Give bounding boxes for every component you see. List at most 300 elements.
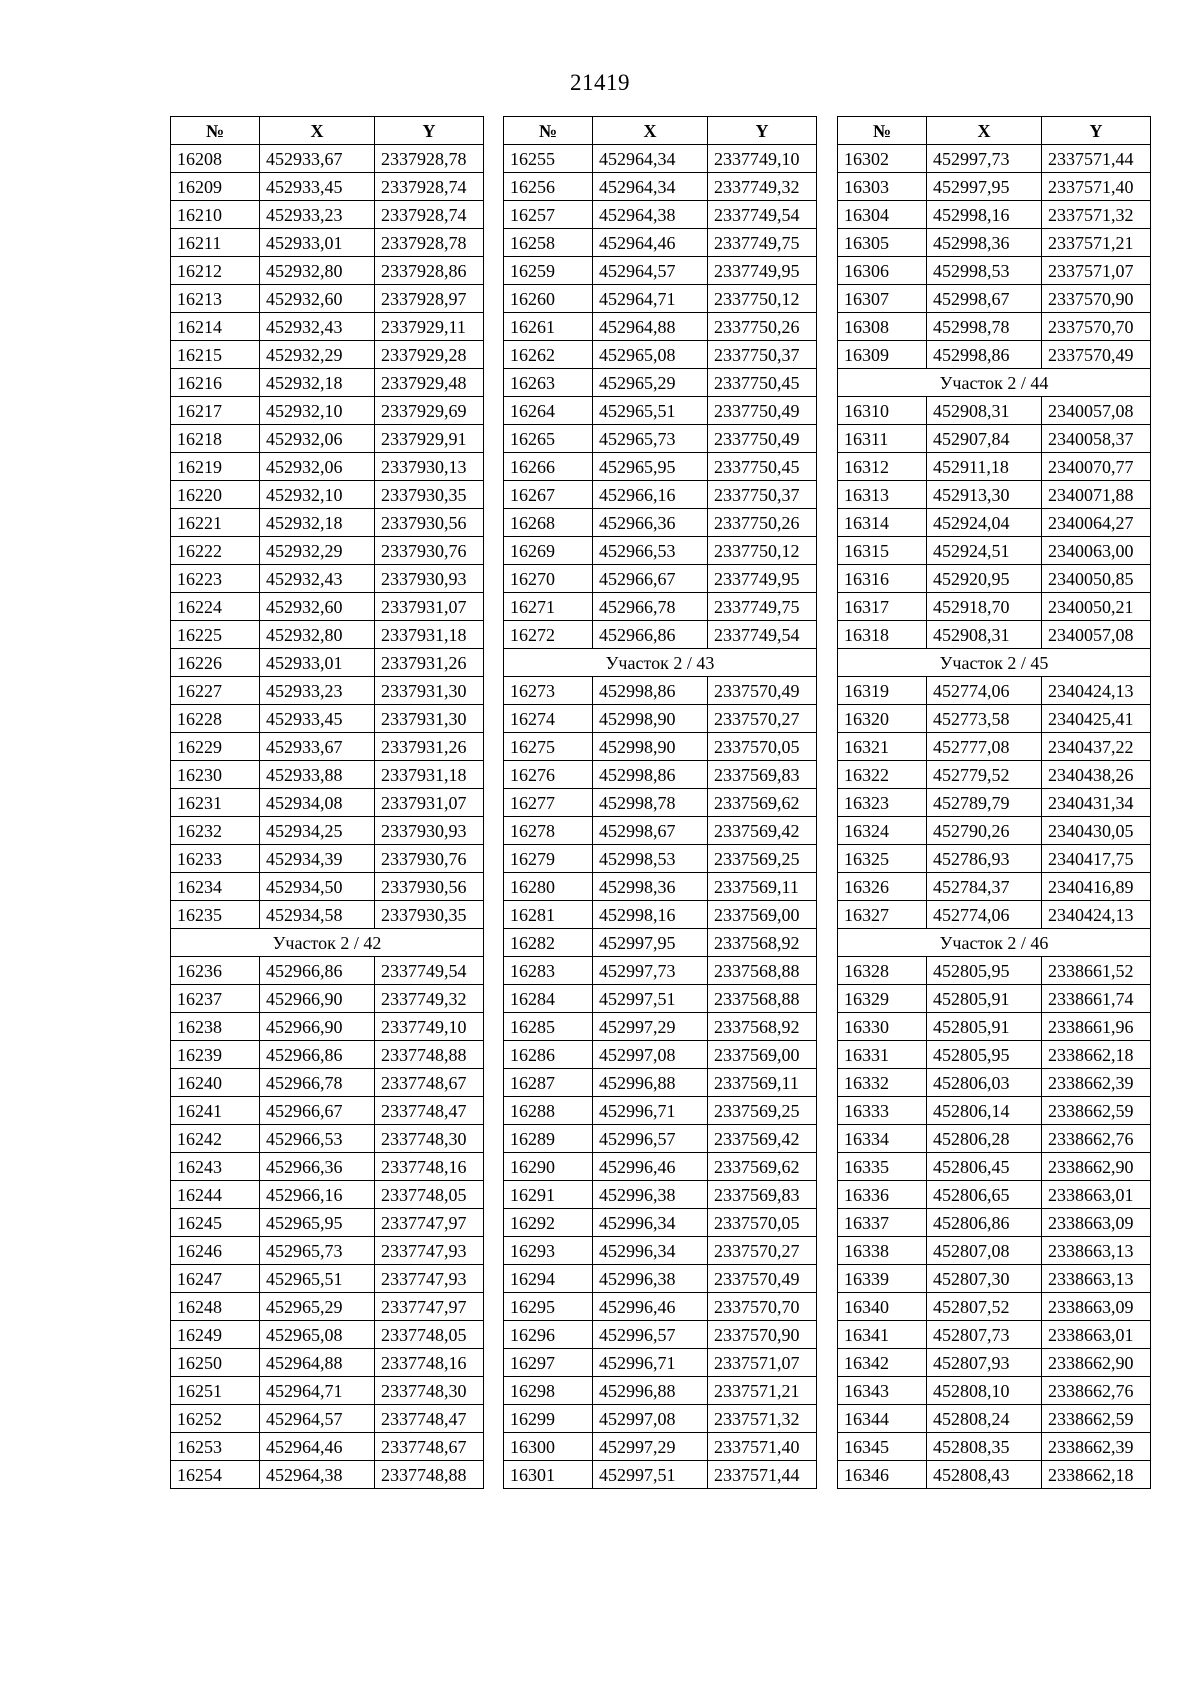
y-coordinate-cell: 2337929,69 (375, 397, 484, 425)
x-coordinate-cell: 452998,90 (593, 733, 708, 761)
y-coordinate-cell: 2337747,97 (375, 1293, 484, 1321)
point-number-cell: 16346 (838, 1461, 927, 1489)
x-coordinate-cell: 452908,31 (927, 621, 1042, 649)
y-coordinate-cell: 2340424,13 (1042, 901, 1151, 929)
table-row (838, 1209, 1151, 1237)
x-coordinate-cell: 452998,36 (927, 229, 1042, 257)
table-row (504, 509, 817, 537)
y-coordinate-cell: 2337570,49 (708, 1265, 817, 1293)
x-coordinate-cell: 452966,86 (260, 1041, 375, 1069)
point-number-cell: 16338 (838, 1237, 927, 1265)
table-row (838, 705, 1151, 733)
point-number-cell: 16308 (838, 313, 927, 341)
point-number-cell: 16336 (838, 1181, 927, 1209)
table-row (171, 1125, 484, 1153)
point-number-cell: 16257 (504, 201, 593, 229)
point-number-cell: 16288 (504, 1097, 593, 1125)
y-coordinate-cell: 2337569,11 (708, 1069, 817, 1097)
point-number-cell: 16262 (504, 341, 593, 369)
y-coordinate-cell: 2337750,45 (708, 369, 817, 397)
y-coordinate-cell: 2337749,54 (375, 957, 484, 985)
point-number-cell: 16227 (171, 677, 260, 705)
table-row (838, 1041, 1151, 1069)
y-coordinate-cell: 2337750,49 (708, 397, 817, 425)
table-row (504, 1153, 817, 1181)
x-coordinate-cell: 452806,03 (927, 1069, 1042, 1097)
section-row (504, 649, 817, 677)
point-number-cell: 16212 (171, 257, 260, 285)
y-coordinate-cell: 2337571,21 (1042, 229, 1151, 257)
y-coordinate-cell: 2337748,88 (375, 1041, 484, 1069)
table-row (171, 1265, 484, 1293)
y-coordinate-cell: 2337750,12 (708, 537, 817, 565)
table-row (171, 1041, 484, 1069)
x-coordinate-cell: 452996,88 (593, 1069, 708, 1097)
header-x: X (260, 117, 375, 145)
x-coordinate-cell: 452965,73 (593, 425, 708, 453)
table-row (504, 929, 817, 957)
y-coordinate-cell: 2337930,76 (375, 845, 484, 873)
x-coordinate-cell: 452996,88 (593, 1377, 708, 1405)
point-number-cell: 16344 (838, 1405, 927, 1433)
header-no: № (504, 117, 593, 145)
section-row (171, 929, 484, 957)
table-row (171, 145, 484, 173)
x-coordinate-cell: 452965,29 (593, 369, 708, 397)
y-coordinate-cell: 2340431,34 (1042, 789, 1151, 817)
point-number-cell: 16320 (838, 705, 927, 733)
point-number-cell: 16235 (171, 901, 260, 929)
x-coordinate-cell: 452911,18 (927, 453, 1042, 481)
table-row (171, 257, 484, 285)
table-row (838, 285, 1151, 313)
point-number-cell: 16251 (171, 1377, 260, 1405)
x-coordinate-cell: 452932,60 (260, 285, 375, 313)
table-row (171, 201, 484, 229)
point-number-cell: 16284 (504, 985, 593, 1013)
x-coordinate-cell: 452806,28 (927, 1125, 1042, 1153)
table-row (171, 1209, 484, 1237)
table-row (171, 705, 484, 733)
table-row (504, 397, 817, 425)
x-coordinate-cell: 452908,31 (927, 397, 1042, 425)
point-number-cell: 16297 (504, 1349, 593, 1377)
x-coordinate-cell: 452805,91 (927, 985, 1042, 1013)
x-coordinate-cell: 452932,18 (260, 509, 375, 537)
y-coordinate-cell: 2337928,86 (375, 257, 484, 285)
table-row (171, 1237, 484, 1265)
x-coordinate-cell: 452933,67 (260, 733, 375, 761)
x-coordinate-cell: 452807,08 (927, 1237, 1042, 1265)
table-row (171, 789, 484, 817)
y-coordinate-cell: 2340050,85 (1042, 565, 1151, 593)
point-number-cell: 16298 (504, 1377, 593, 1405)
table-row (838, 845, 1151, 873)
point-number-cell: 16314 (838, 509, 927, 537)
y-coordinate-cell: 2340425,41 (1042, 705, 1151, 733)
table-row (504, 257, 817, 285)
point-number-cell: 16256 (504, 173, 593, 201)
table-row (171, 537, 484, 565)
point-number-cell: 16272 (504, 621, 593, 649)
y-coordinate-cell: 2340417,75 (1042, 845, 1151, 873)
x-coordinate-cell: 452996,46 (593, 1153, 708, 1181)
table-row (504, 1377, 817, 1405)
point-number-cell: 16216 (171, 369, 260, 397)
x-coordinate-cell: 452934,08 (260, 789, 375, 817)
point-number-cell: 16334 (838, 1125, 927, 1153)
x-coordinate-cell: 452773,58 (927, 705, 1042, 733)
point-number-cell: 16264 (504, 397, 593, 425)
table-row (838, 677, 1151, 705)
y-coordinate-cell: 2338662,18 (1042, 1461, 1151, 1489)
x-coordinate-cell: 452932,10 (260, 397, 375, 425)
y-coordinate-cell: 2337749,10 (708, 145, 817, 173)
y-coordinate-cell: 2337749,75 (708, 229, 817, 257)
table-row (171, 1405, 484, 1433)
y-coordinate-cell: 2337568,88 (708, 957, 817, 985)
x-coordinate-cell: 452998,53 (927, 257, 1042, 285)
table-row (504, 621, 817, 649)
point-number-cell: 16219 (171, 453, 260, 481)
y-coordinate-cell: 2337930,35 (375, 901, 484, 929)
x-coordinate-cell: 452966,16 (260, 1181, 375, 1209)
table-row (504, 593, 817, 621)
y-coordinate-cell: 2337748,16 (375, 1153, 484, 1181)
point-number-cell: 16311 (838, 425, 927, 453)
point-number-cell: 16335 (838, 1153, 927, 1181)
x-coordinate-cell: 452808,24 (927, 1405, 1042, 1433)
point-number-cell: 16234 (171, 873, 260, 901)
y-coordinate-cell: 2337930,35 (375, 481, 484, 509)
x-coordinate-cell: 452920,95 (927, 565, 1042, 593)
y-coordinate-cell: 2338661,52 (1042, 957, 1151, 985)
y-coordinate-cell: 2337571,44 (1042, 145, 1151, 173)
table-row (838, 873, 1151, 901)
y-coordinate-cell: 2337931,26 (375, 649, 484, 677)
x-coordinate-cell: 452932,60 (260, 593, 375, 621)
point-number-cell: 16276 (504, 761, 593, 789)
table-row (171, 1181, 484, 1209)
x-coordinate-cell: 452966,67 (260, 1097, 375, 1125)
y-coordinate-cell: 2338662,39 (1042, 1069, 1151, 1097)
point-number-cell: 16278 (504, 817, 593, 845)
table-row (504, 845, 817, 873)
point-number-cell: 16321 (838, 733, 927, 761)
point-number-cell: 16313 (838, 481, 927, 509)
y-coordinate-cell: 2337571,40 (1042, 173, 1151, 201)
y-coordinate-cell: 2337750,37 (708, 341, 817, 369)
table-row (838, 1125, 1151, 1153)
y-coordinate-cell: 2337568,92 (708, 1013, 817, 1041)
y-coordinate-cell: 2338662,59 (1042, 1097, 1151, 1125)
y-coordinate-cell: 2337928,97 (375, 285, 484, 313)
table-row (171, 173, 484, 201)
y-coordinate-cell: 2337749,32 (375, 985, 484, 1013)
x-coordinate-cell: 452964,34 (593, 173, 708, 201)
x-coordinate-cell: 452806,14 (927, 1097, 1042, 1125)
y-coordinate-cell: 2337930,56 (375, 509, 484, 537)
y-coordinate-cell: 2337569,83 (708, 761, 817, 789)
x-coordinate-cell: 452964,34 (593, 145, 708, 173)
y-coordinate-cell: 2337570,70 (708, 1293, 817, 1321)
point-number-cell: 16330 (838, 1013, 927, 1041)
x-coordinate-cell: 452966,78 (260, 1069, 375, 1097)
x-coordinate-cell: 452996,34 (593, 1209, 708, 1237)
table-row (838, 481, 1151, 509)
point-number-cell: 16229 (171, 733, 260, 761)
y-coordinate-cell: 2340063,00 (1042, 537, 1151, 565)
coordinates-table-1 (170, 116, 484, 1489)
table-row (504, 1321, 817, 1349)
header-x: X (593, 117, 708, 145)
y-coordinate-cell: 2337748,16 (375, 1349, 484, 1377)
table-row (504, 733, 817, 761)
point-number-cell: 16258 (504, 229, 593, 257)
table-row (838, 1013, 1151, 1041)
point-number-cell: 16287 (504, 1069, 593, 1097)
table-row (504, 369, 817, 397)
x-coordinate-cell: 452964,88 (593, 313, 708, 341)
y-coordinate-cell: 2340057,08 (1042, 397, 1151, 425)
table-row (171, 369, 484, 397)
y-coordinate-cell: 2337569,25 (708, 845, 817, 873)
x-coordinate-cell: 452965,95 (260, 1209, 375, 1237)
x-coordinate-cell: 452779,52 (927, 761, 1042, 789)
y-coordinate-cell: 2337928,78 (375, 229, 484, 257)
y-coordinate-cell: 2337750,37 (708, 481, 817, 509)
section-row (838, 929, 1151, 957)
table-row (838, 425, 1151, 453)
point-number-cell: 16286 (504, 1041, 593, 1069)
point-number-cell: 16263 (504, 369, 593, 397)
y-coordinate-cell: 2337750,49 (708, 425, 817, 453)
point-number-cell: 16245 (171, 1209, 260, 1237)
table-header-row (171, 117, 484, 145)
y-coordinate-cell: 2338662,39 (1042, 1433, 1151, 1461)
point-number-cell: 16213 (171, 285, 260, 313)
point-number-cell: 16316 (838, 565, 927, 593)
table-row (838, 901, 1151, 929)
y-coordinate-cell: 2340438,26 (1042, 761, 1151, 789)
y-coordinate-cell: 2337569,25 (708, 1097, 817, 1125)
table-row (838, 509, 1151, 537)
section-title: Участок 2 / 44 (838, 369, 1151, 397)
table-row (504, 817, 817, 845)
x-coordinate-cell: 452924,04 (927, 509, 1042, 537)
table-row (504, 229, 817, 257)
table-row (171, 1293, 484, 1321)
table-row (838, 761, 1151, 789)
table-row (171, 341, 484, 369)
y-coordinate-cell: 2337569,62 (708, 789, 817, 817)
section-title: Участок 2 / 45 (838, 649, 1151, 677)
y-coordinate-cell: 2337750,26 (708, 313, 817, 341)
point-number-cell: 16266 (504, 453, 593, 481)
table-row (504, 1069, 817, 1097)
x-coordinate-cell: 452964,46 (260, 1433, 375, 1461)
table-row (504, 761, 817, 789)
y-coordinate-cell: 2337570,05 (708, 733, 817, 761)
point-number-cell: 16323 (838, 789, 927, 817)
x-coordinate-cell: 452934,39 (260, 845, 375, 873)
y-coordinate-cell: 2337748,67 (375, 1433, 484, 1461)
point-number-cell: 16270 (504, 565, 593, 593)
y-coordinate-cell: 2340437,22 (1042, 733, 1151, 761)
table-row (504, 1013, 817, 1041)
x-coordinate-cell: 452996,38 (593, 1181, 708, 1209)
x-coordinate-cell: 452808,35 (927, 1433, 1042, 1461)
table-row (504, 873, 817, 901)
point-number-cell: 16296 (504, 1321, 593, 1349)
y-coordinate-cell: 2337569,42 (708, 1125, 817, 1153)
point-number-cell: 16322 (838, 761, 927, 789)
x-coordinate-cell: 452933,23 (260, 201, 375, 229)
point-number-cell: 16223 (171, 565, 260, 593)
table-row (171, 509, 484, 537)
point-number-cell: 16224 (171, 593, 260, 621)
y-coordinate-cell: 2337569,42 (708, 817, 817, 845)
table-row (838, 1181, 1151, 1209)
point-number-cell: 16306 (838, 257, 927, 285)
table-row (171, 1153, 484, 1181)
point-number-cell: 16240 (171, 1069, 260, 1097)
point-number-cell: 16214 (171, 313, 260, 341)
point-number-cell: 16247 (171, 1265, 260, 1293)
x-coordinate-cell: 452996,46 (593, 1293, 708, 1321)
table-row (838, 173, 1151, 201)
x-coordinate-cell: 452997,08 (593, 1041, 708, 1069)
table-row (171, 761, 484, 789)
y-coordinate-cell: 2337750,26 (708, 509, 817, 537)
point-number-cell: 16255 (504, 145, 593, 173)
y-coordinate-cell: 2337570,05 (708, 1209, 817, 1237)
table-row (171, 1013, 484, 1041)
y-coordinate-cell: 2338663,09 (1042, 1209, 1151, 1237)
x-coordinate-cell: 452924,51 (927, 537, 1042, 565)
x-coordinate-cell: 452964,71 (260, 1377, 375, 1405)
point-number-cell: 16290 (504, 1153, 593, 1181)
table-row (504, 201, 817, 229)
x-coordinate-cell: 452996,38 (593, 1265, 708, 1293)
point-number-cell: 16225 (171, 621, 260, 649)
table-row (171, 229, 484, 257)
point-number-cell: 16283 (504, 957, 593, 985)
point-number-cell: 16312 (838, 453, 927, 481)
table-row (504, 1349, 817, 1377)
y-coordinate-cell: 2337571,21 (708, 1377, 817, 1405)
x-coordinate-cell: 452805,95 (927, 957, 1042, 985)
x-coordinate-cell: 452808,43 (927, 1461, 1042, 1489)
table-row (838, 957, 1151, 985)
point-number-cell: 16230 (171, 761, 260, 789)
y-coordinate-cell: 2337931,18 (375, 621, 484, 649)
y-coordinate-cell: 2337748,30 (375, 1125, 484, 1153)
x-coordinate-cell: 452966,53 (260, 1125, 375, 1153)
point-number-cell: 16209 (171, 173, 260, 201)
x-coordinate-cell: 452998,78 (927, 313, 1042, 341)
table-row (504, 173, 817, 201)
x-coordinate-cell: 452966,67 (593, 565, 708, 593)
table-row (504, 1461, 817, 1489)
y-coordinate-cell: 2340070,77 (1042, 453, 1151, 481)
x-coordinate-cell: 452805,91 (927, 1013, 1042, 1041)
y-coordinate-cell: 2337748,47 (375, 1097, 484, 1125)
y-coordinate-cell: 2337571,32 (708, 1405, 817, 1433)
point-number-cell: 16228 (171, 705, 260, 733)
x-coordinate-cell: 452933,67 (260, 145, 375, 173)
point-number-cell: 16280 (504, 873, 593, 901)
table-row (504, 705, 817, 733)
point-number-cell: 16236 (171, 957, 260, 985)
point-number-cell: 16218 (171, 425, 260, 453)
point-number-cell: 16305 (838, 229, 927, 257)
x-coordinate-cell: 452786,93 (927, 845, 1042, 873)
y-coordinate-cell: 2338662,90 (1042, 1349, 1151, 1377)
x-coordinate-cell: 452965,29 (260, 1293, 375, 1321)
y-coordinate-cell: 2337570,27 (708, 705, 817, 733)
point-number-cell: 16248 (171, 1293, 260, 1321)
x-coordinate-cell: 452774,06 (927, 677, 1042, 705)
y-coordinate-cell: 2337747,97 (375, 1209, 484, 1237)
table-row (838, 1321, 1151, 1349)
table-row (171, 845, 484, 873)
y-coordinate-cell: 2337749,75 (708, 593, 817, 621)
table-row (504, 145, 817, 173)
table-row (171, 1433, 484, 1461)
table-row (171, 565, 484, 593)
table-row (504, 565, 817, 593)
table-row (504, 537, 817, 565)
point-number-cell: 16261 (504, 313, 593, 341)
y-coordinate-cell: 2337569,00 (708, 1041, 817, 1069)
point-number-cell: 16241 (171, 1097, 260, 1125)
x-coordinate-cell: 452808,10 (927, 1377, 1042, 1405)
table-row (504, 425, 817, 453)
x-coordinate-cell: 452964,38 (260, 1461, 375, 1489)
y-coordinate-cell: 2337570,49 (708, 677, 817, 705)
table-row (504, 677, 817, 705)
x-coordinate-cell: 452932,29 (260, 341, 375, 369)
table-row (838, 1405, 1151, 1433)
table-row (838, 1237, 1151, 1265)
x-coordinate-cell: 452932,06 (260, 425, 375, 453)
header-no: № (838, 117, 927, 145)
table-row (504, 957, 817, 985)
table-row (504, 1097, 817, 1125)
x-coordinate-cell: 452966,16 (593, 481, 708, 509)
point-number-cell: 16345 (838, 1433, 927, 1461)
table-row (171, 425, 484, 453)
point-number-cell: 16210 (171, 201, 260, 229)
point-number-cell: 16220 (171, 481, 260, 509)
point-number-cell: 16304 (838, 201, 927, 229)
point-number-cell: 16294 (504, 1265, 593, 1293)
header-no: № (171, 117, 260, 145)
point-number-cell: 16244 (171, 1181, 260, 1209)
point-number-cell: 16282 (504, 929, 593, 957)
x-coordinate-cell: 452996,71 (593, 1349, 708, 1377)
x-coordinate-cell: 452913,30 (927, 481, 1042, 509)
table-row (171, 593, 484, 621)
table-row (171, 1377, 484, 1405)
y-coordinate-cell: 2338663,13 (1042, 1237, 1151, 1265)
y-coordinate-cell: 2338662,76 (1042, 1377, 1151, 1405)
y-coordinate-cell: 2337929,91 (375, 425, 484, 453)
y-coordinate-cell: 2340050,21 (1042, 593, 1151, 621)
y-coordinate-cell: 2337748,05 (375, 1181, 484, 1209)
table-row (838, 565, 1151, 593)
